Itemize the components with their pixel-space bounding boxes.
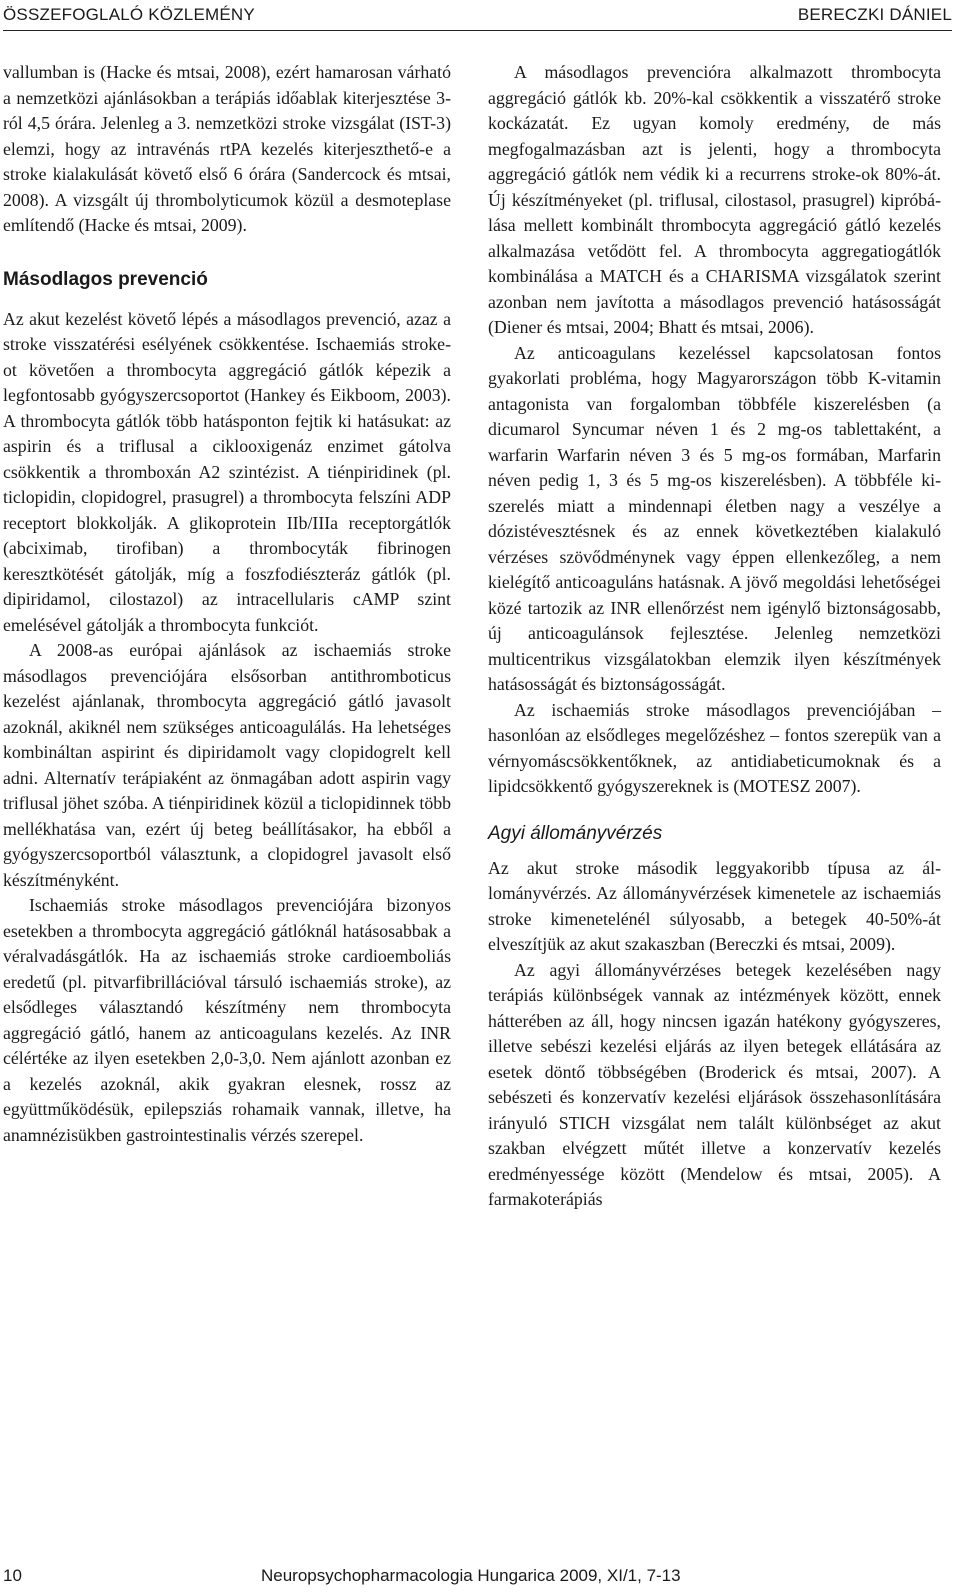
section-heading-intracerebral-hemorrhage: Agyi állományvérzés (488, 822, 663, 844)
right-column (488, 60, 941, 1213)
page-number: 10 (3, 1566, 22, 1585)
paragraph: Az agyi állományvérzéses betegek kezelésében nagy terápiás különbségek vannak az intézmények között, ennek hátterében az áll, hogy nincsen igazán hatékony gyógyszeres, illetve sebészi kezelési eljárás az ilyen betegek ellátására az esetek döntő többségében (Broderick és mtsai, 2007). A sebészeti és konzervatív kezelési eljárások összehasonlítására irányuló STICH vizsgálat nem talált különbséget az akut szakban elvégzett műtét illetve a konzervatív kezelés eredményessége között (Mendelow és mtsai, 2005). A farmakoterápiás (488, 959, 941, 1209)
paragraph: Az anticoagulans kezeléssel kapcsolatosan fontos gyakorlati probléma, hogy Magyarországon több K-vitamin antagonista van forgalomban többféle kiszerelésben (a dicumarol Syncumar néven 1 és 2 mg-os tablettaként, a warfarin Warfarin néven 3 és 5 mg-os formában, Marfarin néven pedig 1, 3 és 5 mg-os kiszerelésben). A többféle kiszerelés miatt a mindennapi életben nagy a veszélye a dózistévesztésnek és az ennek következtében kialakuló vérzéses szövődménynek vagy éppen ellenkezőleg, a nem kielégítő anticoaguláns hatásnak. A jövő megoldási lehetőségei közé tartozik az INR ellenőrzést nem igénylő biztonságosabb, új anticoagulánsok fejlesztése. Jelenleg nemzetközi multicentrikus vizsgálatokban elemzik ilyen készítmények hatásosságát és biztonságosságát. (488, 342, 941, 694)
left-column (3, 60, 451, 1148)
paragraph: Az akut kezelést követő lépés a másodlagos prevenció, azaz a stroke visszatérési esélyének csökkentése. Ischaemiás stroke-ot követően a thrombocyta aggregáció gátlók képezik a legfontosabb gyógyszercsoportot (Hankey és Eikboom, 2003). A thrombocyta gátlók több hatásponton fejtik ki hatásukat: az aspirin és a triflusal a ciklooxigenáz enzimet gátolva csökkentik a thromboxán A2 szintézist. A tiénpiridinek (pl. ticlopidin, clopidogrel, prasugrel) a thrombocyta felszíni ADP receptort blokkolják. A glikoprotein IIb/IIIa receptorgátlók (abciximab, tirofiban) a thrombocyták fibrinogen keresztkötését gátolják, míg a foszfodiészteráz gátlók (pl. dipiridamol, cilostazol) az intracellularis cAMP szint emelésével gátolják a thrombocyta funkciót. (3, 308, 451, 635)
paragraph: vallumban is (Hacke és mtsai, 2008), ezért hamarosan várható a nemzetközi ajánlásokban a terápiás időablak kiterjesztése 3-ról 4,5 órára. Jelenleg a 3. nemzetközi stroke vizsgálat (IST-3) elemzi, hogy az intravénás rtPA kezelés kiterjeszthető-e a stroke kialakulását követő első 6 órára (Sandercock és mtsai, 2008). A vizsgált új thrombolyticumok közül a desmoteplase említendő (Hacke és mtsai, 2009). (3, 62, 451, 235)
running-header (3, 0, 952, 31)
journal-citation: Neuropsychopharmacologia Hungarica 2009, XI/1, 7-13 (261, 1566, 681, 1585)
author-name: BERECZKI DÁNIEL (797, 5, 952, 24)
paragraph: A 2008-as európai ajánlások az ischaemiás stroke másodlagos prevenciójára elsősorban antithromboticus kezelést ajánlanak, thrombocyta aggregáció gátló javasolt azoknál, akiknél nem szükséges anticoagulálás. Ha lehetséges kombináltan aspirint és dipiridamolt vagy clopidogrelt kell adni. Alternatív terápiaként az önmagában adott aspirin vagy triflusal jöhet szóba. A tiénpiridinek közül a ticlopidinnek több mellékhatása van, ezért új beteg beállításakor, ha ebből a gyógyszercsoportból választunk, a clopidogrel javasolt első készítményként. (3, 640, 451, 890)
paragraph: Az akut stroke második leggyakoribb típusa az állományvérzés. Az állományvérzések kimenetele az ischaemiás stroke kimenetelénél súlyosabb, a betegek 40-50%-át elveszítjük az akut szakaszban (Bereczki és mtsai, 2009). (488, 857, 941, 954)
section-label: ÖSSZEFOGLALÓ KÖZLEMÉNY (3, 5, 255, 24)
paragraph: A másodlagos prevencióra alkalmazott thrombocyta aggregáció gátlók kb. 20%-kal csökkentik a visszatérő stroke kockázatát. Ez ugyan komoly eredmény, de más megfogalmazásban azt is jelenti, hogy a thrombocyta aggregáció gátlók nem védik ki a recurrens stroke-ok 80%-át. Új készítményeket (pl. triflusal, cilostasol, prasugrel) kipróbálása mellett kombinált thrombocyta aggregáció gátló kezelés alkalmazása vetődött fel. A thrombocyta aggregatiogátlók kombinálása a MATCH és a CHARISMA vizsgálatok szerint azonban nem javította a másodlagos prevenció hatásosságát (Diener és mtsai, 2004; Bhatt és mtsai, 2006). (488, 62, 941, 337)
section-heading-secondary-prevention: Másodlagos prevenció (3, 268, 208, 290)
paragraph: Az ischaemiás stroke másodlagos prevenciójában – hasonlóan az elsődleges megelőzéshez – fontos szerepük van a vérnyomáscsökkentőknek, az antidiabeticumoknak és a lipidcsökkentő gyógyszereknek is (MOTESZ 2007). (488, 699, 941, 796)
paragraph: Ischaemiás stroke másodlagos prevenciójára bizonyos esetekben a thrombocyta aggregáció gátlóknál hatásosabbak a véralvadásgátlók. Ha az ischaemiás stroke cardioemboliás eredetű (pl. pitvarfibrillációval társuló ischaemiás stroke), az elsődleges választandó készítmény nem thrombocyta aggregáció gátló, hanem az anticoagulans kezelés. Az INR célértéke az ilyen esetekben 2,0-3,0. Nem ajánlott azonban ez a kezelés azoknál, akik gyakran elesnek, rossz az együttműködésük, epilepsziás rohamaik vannak, illetve, ha anamnézisükben gastrointestinalis vérzés szerepel. (3, 895, 451, 1145)
